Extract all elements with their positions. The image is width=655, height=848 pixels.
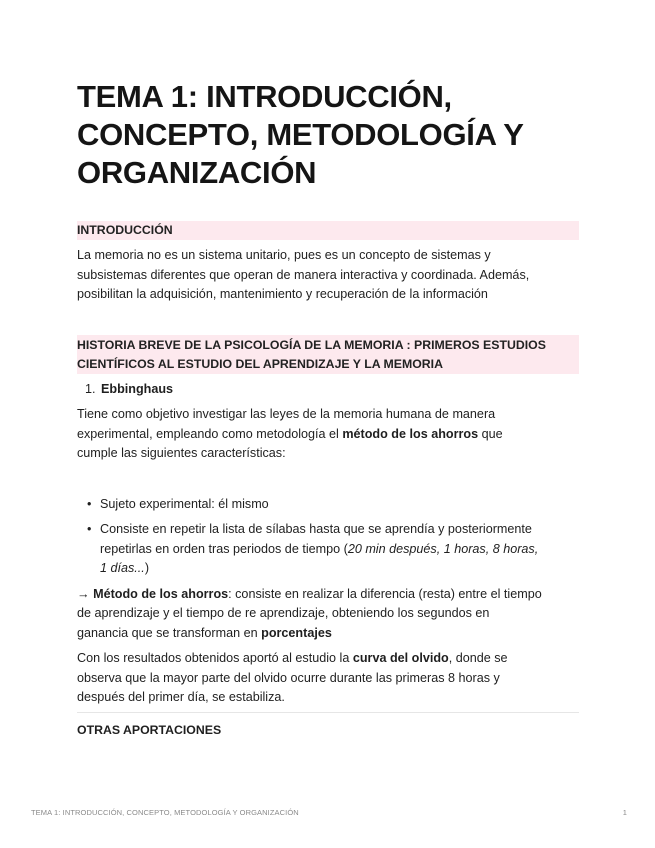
- heading-line: CIENTÍFICOS AL ESTUDIO DEL APRENDIZAJE Y LA MEMORIA: [77, 356, 443, 371]
- text-line: [77, 425, 579, 445]
- section-divider: [77, 712, 579, 713]
- text-line: Consiste en repetir la lista de sílabas hasta que se aprendía y posteriormente: [100, 522, 532, 536]
- text-line: [77, 649, 579, 669]
- text-run: experimental, empleando como metodología el: [77, 426, 343, 441]
- text-line: Sujeto experimental: él mismo: [100, 496, 269, 511]
- page-number: 1: [622, 808, 627, 817]
- text-line: después del primer día, se estabiliza.: [77, 690, 285, 704]
- text-run: que: [478, 426, 503, 441]
- bold-term: método de los ahorros: [342, 426, 479, 441]
- document-page: [77, 78, 579, 740]
- bold-term: Método de los ahorros: [93, 586, 229, 601]
- text-line: La memoria no es un sistema unitario, pues es un concepto de sistemas y: [77, 248, 491, 262]
- title-line: CONCEPTO, METODOLOGÍA Y: [77, 117, 524, 152]
- list-number: 1.: [85, 381, 96, 396]
- text-run: ): [144, 561, 150, 575]
- text-line: de aprendizaje y el tiempo de re aprendizaje, obteniendo los segundos en: [77, 606, 490, 620]
- italic-run: 1 días...: [100, 561, 145, 575]
- bullet-icon: •: [87, 496, 92, 511]
- title-line: TEMA 1: INTRODUCCIÓN,: [77, 79, 452, 114]
- italic-run: 20 min después, 1 horas, 8 horas,: [347, 541, 539, 556]
- list-item: [77, 380, 579, 400]
- heading-line: HISTORIA BREVE DE LA PSICOLOGÍA DE LA MEMORIA : PRIMEROS ESTUDIOS: [77, 337, 546, 352]
- text-run: , donde se: [448, 651, 508, 665]
- bullet-item: [77, 520, 579, 579]
- olvido-paragraph: [77, 649, 579, 708]
- intro-paragraph: [77, 246, 579, 305]
- title-line: ORGANIZACIÓN: [77, 155, 317, 190]
- text-line: [77, 585, 579, 605]
- text-run: : consiste en realizar la diferencia (resta) entre el tiempo: [228, 586, 542, 601]
- arrow-icon: →: [77, 586, 94, 601]
- numbered-list: [77, 380, 579, 400]
- bullet-icon: •: [87, 522, 92, 536]
- text-line: cumple las siguientes características:: [77, 446, 286, 460]
- text-line: observa que la mayor parte del olvido ocurre durante las primeras 8 horas y: [77, 670, 500, 685]
- bold-term: curva del olvido: [352, 651, 449, 665]
- historia-heading: [77, 335, 579, 374]
- text-run: Con los resultados obtenidos aportó al estudio la: [77, 651, 353, 665]
- text-run: ganancia que se transforman en: [77, 625, 262, 640]
- list-item-label: Ebbinghaus: [101, 381, 174, 396]
- objective-paragraph: [77, 405, 579, 464]
- text-run: repetirlas en orden tras periodos de tiempo (: [100, 541, 348, 556]
- text-line: [77, 624, 579, 644]
- otras-heading: OTRAS APORTACIONES: [77, 722, 222, 737]
- bullet-list: [77, 495, 579, 579]
- text-line: posibilitan la adquisición, mantenimiento y recuperación de la información: [77, 287, 488, 301]
- ahorros-paragraph: [77, 585, 579, 644]
- text-line: [100, 559, 579, 579]
- page-footer: [31, 808, 627, 817]
- text-line: subsistemas diferentes que operan de manera interactiva y coordinada. Además,: [77, 267, 530, 282]
- text-line: Tiene como objetivo investigar las leyes de la memoria humana de manera: [77, 407, 496, 421]
- page-title: [77, 78, 579, 192]
- bullet-item: [77, 495, 579, 515]
- footer-title: TEMA 1: INTRODUCCIÓN, CONCEPTO, METODOLOGÍA Y ORGANIZACIÓN: [31, 808, 299, 817]
- text-line: [100, 540, 579, 560]
- bold-term: porcentajes: [261, 625, 332, 640]
- intro-heading: INTRODUCCIÓN: [77, 221, 579, 240]
